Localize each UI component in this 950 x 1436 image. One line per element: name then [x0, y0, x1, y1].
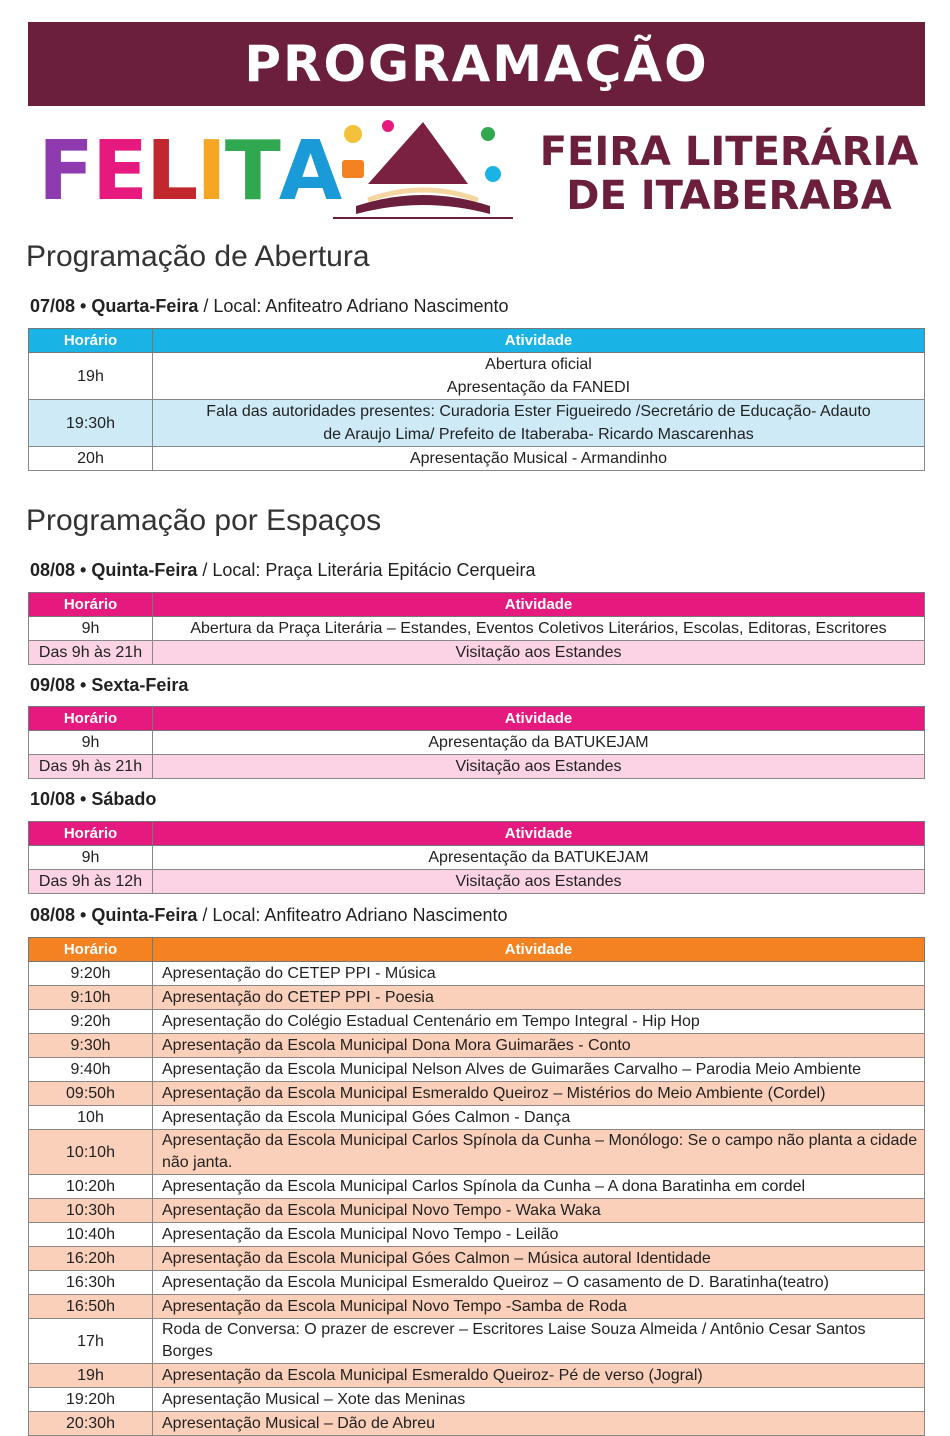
cell-activity: Apresentação Musical – Dão de Abreu — [153, 1412, 925, 1436]
cell-activity: Visitação aos Estandes — [153, 870, 925, 894]
fair-name-line: FEIRA LITERÁRIA — [539, 129, 919, 175]
rocket-icon — [481, 127, 495, 141]
table-row — [29, 731, 925, 755]
cell-time: 09:50h — [29, 1082, 153, 1106]
section-title-spaces: Programação por Espaços — [26, 504, 382, 537]
table-row — [29, 1388, 925, 1412]
cell-activity: Visitação aos Estandes — [153, 641, 925, 665]
table-row — [29, 1364, 925, 1388]
cell-time: 10:30h — [29, 1199, 153, 1223]
day1-line — [30, 560, 536, 581]
table-row — [29, 447, 925, 471]
cell-activity: Apresentação da Escola Municipal Esmeraldo Queiroz – O casamento de D. Baratinha(teatro) — [153, 1271, 925, 1295]
day-date: 08/08 • Quinta-Feira — [30, 560, 198, 580]
cell-activity: Apresentação da Escola Municipal Nelson Alves de Guimarães Carvalho – Parodia Meio Ambiente — [153, 1058, 925, 1082]
day3-line — [30, 789, 156, 810]
col-header-time: Horário — [29, 593, 153, 617]
cell-activity — [153, 353, 925, 400]
bubble-icon — [485, 166, 501, 182]
amphi-table — [28, 937, 925, 1436]
cell-time: 9:30h — [29, 1034, 153, 1058]
logo-letter: F — [38, 124, 93, 219]
cell-time: 10:10h — [29, 1130, 153, 1175]
cell-time: 19h — [29, 353, 153, 400]
cell-time: Das 9h às 21h — [29, 641, 153, 665]
table-row — [29, 846, 925, 870]
col-header-activity: Atividade — [153, 707, 925, 731]
cell-time: 17h — [29, 1319, 153, 1364]
day-date: 08/08 • Quinta-Feira — [30, 905, 198, 925]
open-book-illustration — [328, 114, 518, 226]
cell-time: 10:20h — [29, 1175, 153, 1199]
table-header — [29, 593, 925, 617]
activity-line: Fala das autoridades presentes: Curadoria Ester Figueiredo /Secretário de Educação- Adauto — [206, 403, 871, 420]
felita-logo — [38, 124, 341, 219]
table-row — [29, 1247, 925, 1271]
table-row — [29, 641, 925, 665]
cell-time: 10h — [29, 1106, 153, 1130]
book-tower-icon — [368, 122, 468, 184]
cell-time: 10:40h — [29, 1223, 153, 1247]
cell-activity: Apresentação Musical – Xote das Meninas — [153, 1388, 925, 1412]
cell-time: 19:30h — [29, 400, 153, 447]
cell-activity: Apresentação da BATUKEJAM — [153, 731, 925, 755]
cell-time: Das 9h às 21h — [29, 755, 153, 779]
day-location: / Local: Anfiteatro Adriano Nascimento — [198, 296, 509, 316]
table-row — [29, 1319, 925, 1364]
col-header-time: Horário — [29, 938, 153, 962]
cell-activity: Apresentação da Escola Municipal Góes Calmon – Música autoral Identidade — [153, 1247, 925, 1271]
col-header-activity: Atividade — [153, 822, 925, 846]
gift-icon — [342, 160, 364, 178]
logo-letter: E — [92, 124, 147, 219]
table-row — [29, 1106, 925, 1130]
col-header-activity: Atividade — [153, 938, 925, 962]
table-row — [29, 1412, 925, 1436]
cell-activity: Apresentação do CETEP PPI - Poesia — [153, 986, 925, 1010]
planet-icon — [382, 120, 394, 132]
cell-time: 9:10h — [29, 986, 153, 1010]
table-row — [29, 1130, 925, 1175]
logo-letter: T — [224, 124, 279, 219]
cell-time: 20h — [29, 447, 153, 471]
amphi-day-line — [30, 905, 508, 926]
day-date: 07/08 • Quarta-Feira — [30, 296, 199, 316]
title-banner — [28, 22, 925, 106]
opening-day-line — [30, 296, 509, 317]
cell-activity: Apresentação da BATUKEJAM — [153, 846, 925, 870]
cell-activity: Roda de Conversa: O prazer de escrever – Escritores Laise Souza Almeida / Antônio Cesar Santos Borges — [153, 1319, 925, 1364]
cell-activity: Apresentação da Escola Municipal Carlos Spínola da Cunha – A dona Baratinha em cordel — [153, 1175, 925, 1199]
table-row — [29, 1010, 925, 1034]
cell-activity: Apresentação do Colégio Estadual Centenário em Tempo Integral - Hip Hop — [153, 1010, 925, 1034]
cell-activity: Apresentação da Escola Municipal Carlos Spínola da Cunha – Monólogo: Se o campo não planta a cidade não janta. — [153, 1130, 925, 1175]
table-row — [29, 986, 925, 1010]
table-row — [29, 617, 925, 641]
table-row — [29, 1271, 925, 1295]
day-date: 10/08 • Sábado — [30, 789, 157, 809]
day2-line — [30, 675, 188, 696]
logo-row — [28, 112, 925, 230]
opening-table — [28, 328, 925, 471]
logo-letter: I — [196, 124, 225, 219]
cell-time: 9:40h — [29, 1058, 153, 1082]
cell-time: 20:30h — [29, 1412, 153, 1436]
cell-activity: Visitação aos Estandes — [153, 755, 925, 779]
day-date: 09/08 • Sexta-Feira — [30, 675, 189, 695]
cell-activity: Apresentação da Escola Municipal Novo Tempo -Samba de Roda — [153, 1295, 925, 1319]
cell-time: 16:30h — [29, 1271, 153, 1295]
day3-table — [28, 821, 925, 894]
day2-table — [28, 706, 925, 779]
star-icon — [344, 125, 362, 143]
table-row — [29, 1082, 925, 1106]
cell-activity: Apresentação da Escola Municipal Esmeraldo Queiroz- Pé de verso (Jogral) — [153, 1364, 925, 1388]
cell-time: 9:20h — [29, 962, 153, 986]
section-title-opening: Programação de Abertura — [26, 240, 370, 273]
table-header — [29, 938, 925, 962]
activity-line: Apresentação da FANEDI — [446, 379, 631, 396]
col-header-activity: Atividade — [153, 593, 925, 617]
cell-time: 16:50h — [29, 1295, 153, 1319]
cell-time: 9h — [29, 846, 153, 870]
day-location: / Local: Anfiteatro Adriano Nascimento — [197, 905, 508, 925]
cell-time: Das 9h às 12h — [29, 870, 153, 894]
cell-time: 19h — [29, 1364, 153, 1388]
table-row — [29, 870, 925, 894]
logo-letter: L — [146, 124, 197, 219]
page-title: PROGRAMAÇÃO — [244, 35, 709, 93]
cell-activity: Apresentação da Escola Municipal Novo Tempo - Waka Waka — [153, 1199, 925, 1223]
col-header-activity: Atividade — [153, 329, 925, 353]
col-header-time: Horário — [29, 329, 153, 353]
table-row — [29, 1175, 925, 1199]
day1-table — [28, 592, 925, 665]
table-row — [29, 962, 925, 986]
cell-activity: Apresentação da Escola Municipal Esmeraldo Queiroz – Mistérios do Meio Ambiente (Cordel) — [153, 1082, 925, 1106]
table-row — [29, 1223, 925, 1247]
cell-activity: Apresentação Musical - Armandinho — [153, 447, 925, 471]
fair-name — [533, 130, 925, 218]
table-row — [29, 1199, 925, 1223]
cell-activity: Apresentação da Escola Municipal Novo Tempo - Leilão — [153, 1223, 925, 1247]
table-row — [29, 353, 925, 400]
cell-time: 19:20h — [29, 1388, 153, 1412]
table-row — [29, 1295, 925, 1319]
cell-time: 9:20h — [29, 1010, 153, 1034]
table-header — [29, 329, 925, 353]
table-row — [29, 1034, 925, 1058]
cell-activity: Apresentação do CETEP PPI - Música — [153, 962, 925, 986]
table-header — [29, 822, 925, 846]
cell-activity: Abertura da Praça Literária – Estandes, Eventos Coletivos Literários, Escolas, Editoras, Escritores — [153, 617, 925, 641]
cell-time: 9h — [29, 617, 153, 641]
cell-time: 9h — [29, 731, 153, 755]
activity-line: Abertura oficial — [485, 356, 592, 373]
table-row — [29, 400, 925, 447]
col-header-time: Horário — [29, 822, 153, 846]
day-location: / Local: Praça Literária Epitácio Cerqueira — [197, 560, 536, 580]
col-header-time: Horário — [29, 707, 153, 731]
activity-line: de Araujo Lima/ Prefeito de Itaberaba- Ricardo Mascarenhas — [323, 426, 754, 443]
table-row — [29, 755, 925, 779]
cell-activity — [153, 400, 925, 447]
logo-letter: A — [278, 124, 341, 219]
fair-name-line: DE ITABERABA — [566, 173, 892, 219]
cell-activity: Apresentação da Escola Municipal Dona Mora Guimarães - Conto — [153, 1034, 925, 1058]
table-row — [29, 1058, 925, 1082]
cell-activity: Apresentação da Escola Municipal Góes Calmon - Dança — [153, 1106, 925, 1130]
cell-time: 16:20h — [29, 1247, 153, 1271]
table-header — [29, 707, 925, 731]
